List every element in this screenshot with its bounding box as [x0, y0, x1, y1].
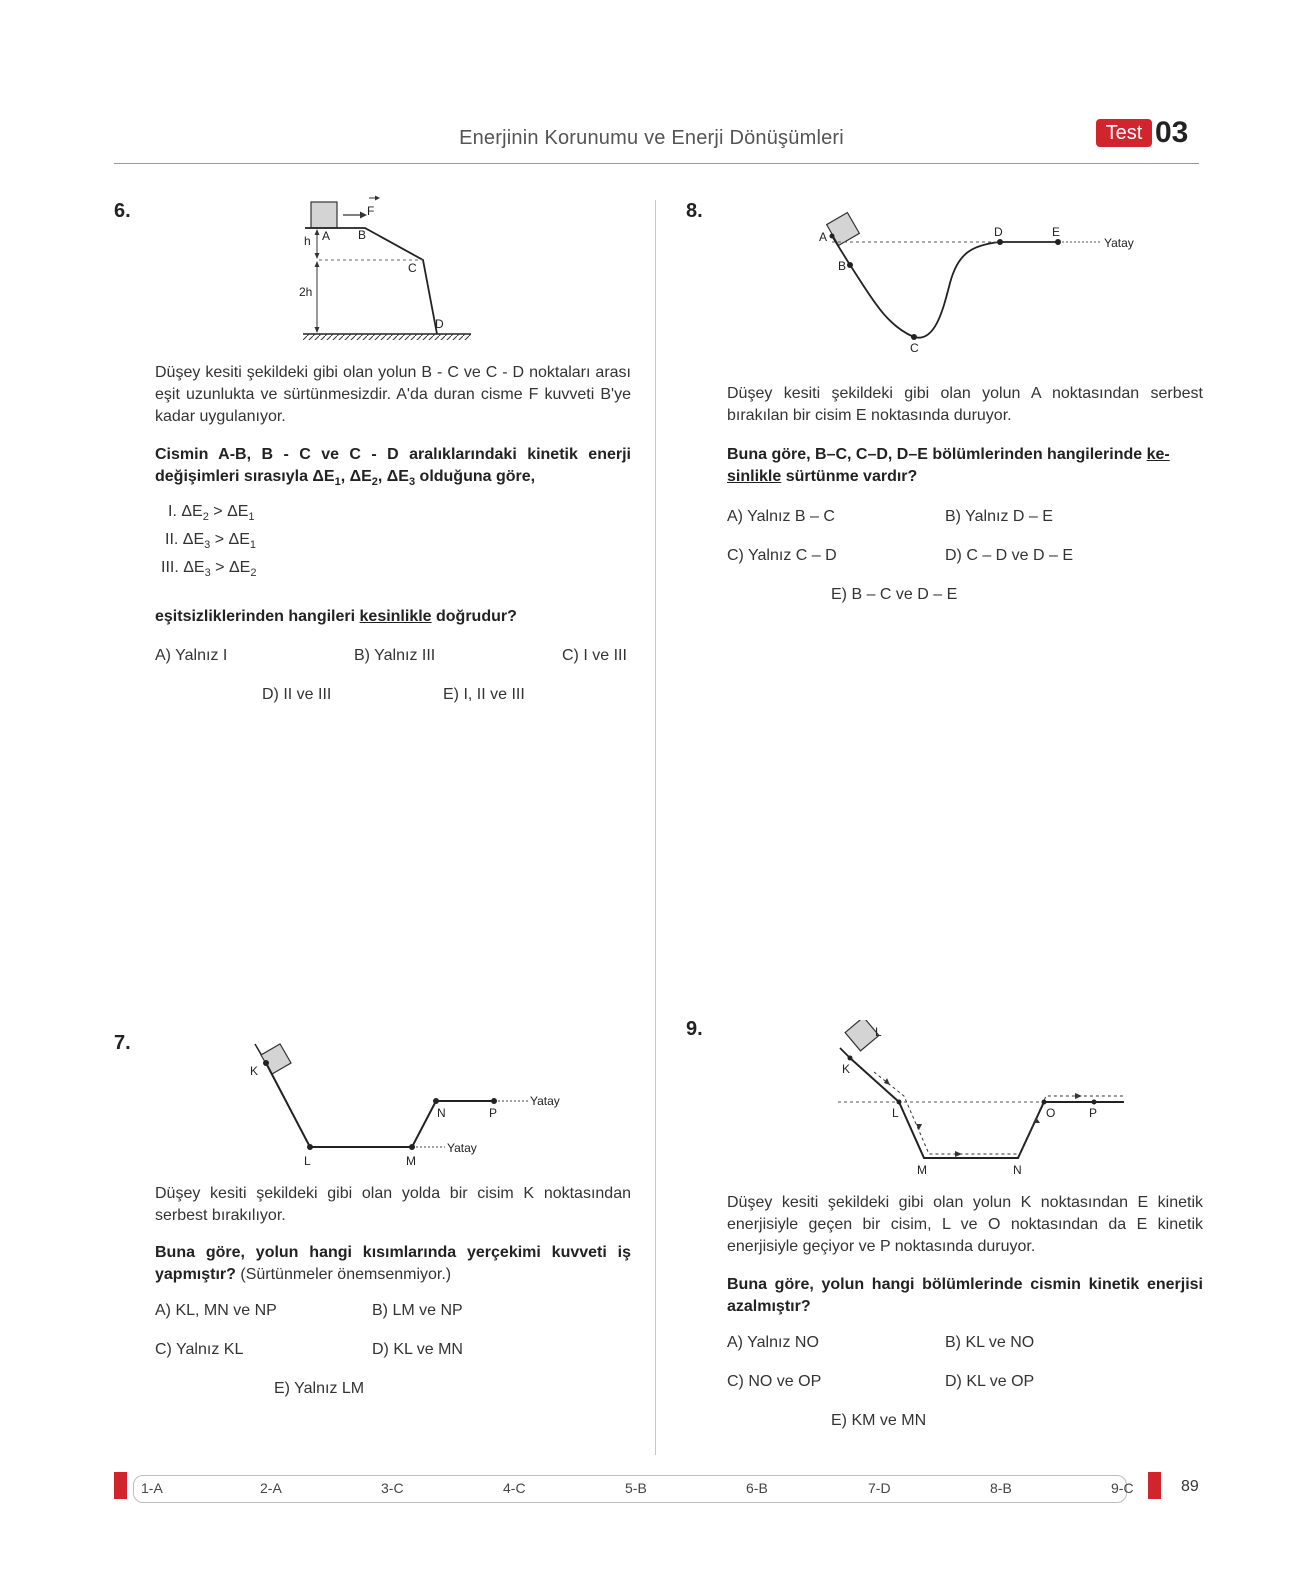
answer-key-item: 3-C: [381, 1480, 404, 1496]
block: [845, 1020, 879, 1051]
question-7-text: Düşey kesiti şekildeki gibi olan yolda bir cisim K noktasından serbest bırakılıyor.: [155, 1185, 631, 1224]
q7-option-d[interactable]: D) KL ve MN: [372, 1341, 463, 1358]
q6-option-e[interactable]: E) I, II ve III: [443, 686, 525, 703]
h-label: h: [304, 234, 311, 248]
question-6-tail: eşitsizliklerinden hangileri kesinlikle doğrudur?: [155, 608, 517, 625]
point-o-label: O: [1046, 1106, 1056, 1120]
test-badge: Test: [1096, 119, 1152, 147]
header-divider: [114, 163, 1199, 164]
track-klmnp: [266, 1063, 494, 1147]
answer-key-item: 6-B: [746, 1480, 768, 1496]
track-abcde: [832, 236, 1058, 338]
block: [827, 213, 860, 246]
answer-key-item: 5-B: [625, 1480, 647, 1496]
force-label: F: [367, 204, 375, 218]
q9-option-e[interactable]: E) KM ve MN: [831, 1412, 927, 1429]
question-8-figure: [800, 205, 1145, 360]
point-a-label: A: [322, 229, 331, 243]
q8-option-b[interactable]: B) Yalnız D – E: [945, 508, 1053, 525]
point-l-top-label: L: [875, 1025, 882, 1039]
answer-key-item: 7-D: [868, 1480, 891, 1496]
question-6-text: Düşey kesiti şekildeki gibi olan yolun B - C ve C - D noktaları arası eşit uzunlukta ve sürtünmesizdir. A'da duran cisme F kuvveti B'ye kadar uygulanıyor.: [155, 364, 631, 425]
question-7-figure: [240, 1030, 580, 1170]
q8-option-e[interactable]: E) B – C ve D – E: [831, 586, 958, 603]
statement-ii: II. $\Delta E_3 > \Delta E_1$: [165, 531, 256, 552]
point-k-label: K: [250, 1064, 259, 1078]
question-9-number: 9.: [686, 1018, 703, 1040]
q8-option-c[interactable]: C) Yalnız C – D: [727, 547, 837, 564]
question-9-text: Düşey kesiti şekildeki gibi olan yolun K noktasından E kinetik enerjisiyle geçen bir cisim, L ve O noktasından da E kinetik enerjisiyle geçiyor ve P noktasında duruyor.: [727, 1194, 1203, 1255]
answer-key-item: 2-A: [260, 1480, 282, 1496]
point-d-label: D: [435, 317, 444, 331]
q7-option-b[interactable]: B) LM ve NP: [372, 1302, 463, 1319]
answer-key-right-marker: [1148, 1472, 1161, 1499]
path-of-motion: [874, 1072, 1124, 1154]
answer-key-item: 1-A: [141, 1480, 163, 1496]
point-n-label: N: [1013, 1163, 1022, 1177]
statement-i: I. $\Delta E_2 > \Delta E_1$: [168, 503, 255, 524]
point-c-label: C: [910, 341, 919, 355]
q7-option-a[interactable]: A) KL, MN ve NP: [155, 1302, 277, 1319]
question-7-number: 7.: [114, 1032, 131, 1054]
question-8-number: 8.: [686, 200, 703, 222]
q6-option-a[interactable]: A) Yalnız I: [155, 647, 228, 664]
column-divider: [655, 200, 656, 1455]
question-7-prompt: Buna göre, yolun hangi kısımlarında yerçekimi kuvveti iş yapmıştır? (Sürtünmeler önemsenmiyor.): [155, 1244, 631, 1283]
question-8-prompt: Buna göre, B–C, C–D, D–E bölümlerinden hangilerinde ke- sinlikle sürtünme vardır?: [727, 446, 1170, 485]
point-p-label: P: [1089, 1106, 1098, 1120]
point-n-label: N: [437, 1106, 446, 1120]
question-6-prompt: Cismin A-B, B - C ve C - D aralıklarındaki kinetik enerji değişimleri sırasıyla $\Delta E_1$, $\Delta E_2$, $\Delta E_3$ olduğuna göre,: [155, 446, 631, 489]
question-6-figure: [295, 192, 485, 347]
track-abcd: [305, 228, 437, 334]
point-m-label: M: [406, 1154, 416, 1168]
q9-option-a[interactable]: A) Yalnız NO: [727, 1334, 819, 1351]
point-m-label: M: [917, 1163, 927, 1177]
point-k-label: K: [842, 1062, 851, 1076]
block: [311, 202, 337, 228]
point-l-label: L: [892, 1106, 899, 1120]
page-number: 89: [1181, 1478, 1199, 1495]
horizontal-label-bottom: Yatay: [447, 1141, 477, 1155]
answer-key-item: 4-C: [503, 1480, 526, 1496]
point-c-label: C: [408, 261, 417, 275]
test-number: 03: [1155, 116, 1189, 149]
q6-option-c[interactable]: C) I ve III: [562, 647, 627, 664]
point-d-label: D: [994, 225, 1003, 239]
statement-iii: III. $\Delta E_3 > \Delta E_2$: [161, 559, 257, 580]
point-b-label: B: [358, 228, 367, 242]
answer-key-item: 8-B: [990, 1480, 1012, 1496]
q6-option-d[interactable]: D) II ve III: [262, 686, 332, 703]
question-6-number: 6.: [114, 200, 131, 222]
2h-label: 2h: [299, 285, 313, 299]
q6-option-b[interactable]: B) Yalnız III: [354, 647, 436, 664]
q7-option-c[interactable]: C) Yalnız KL: [155, 1341, 244, 1358]
q9-option-d[interactable]: D) KL ve OP: [945, 1373, 1035, 1390]
q7-option-e[interactable]: E) Yalnız LM: [274, 1380, 365, 1397]
horizontal-label-top: Yatay: [530, 1094, 560, 1108]
q8-option-a[interactable]: A) Yalnız B – C: [727, 508, 835, 525]
point-b-label: B: [838, 259, 847, 273]
page-header-title: Enerjinin Korunumu ve Enerji Dönüşümleri: [459, 127, 844, 149]
horizontal-label: Yatay: [1104, 236, 1134, 250]
answer-key-item: 9-C: [1111, 1480, 1134, 1496]
q9-option-c[interactable]: C) NO ve OP: [727, 1373, 822, 1390]
point-l-label: L: [304, 1154, 311, 1168]
point-a-label: A: [819, 230, 828, 244]
block: [261, 1044, 291, 1074]
q8-option-d[interactable]: D) C – D ve D – E: [945, 547, 1074, 564]
point-p-label: P: [489, 1106, 498, 1120]
q9-option-b[interactable]: B) KL ve NO: [945, 1334, 1035, 1351]
question-8-text: Düşey kesiti şekildeki gibi olan yolun A noktasından serbest bırakılan bir cisim E noktasında duruyor.: [727, 385, 1203, 424]
point-e-label: E: [1052, 225, 1061, 239]
answer-key-left-marker: [114, 1472, 127, 1499]
question-9-prompt: Buna göre, yolun hangi bölümlerinde cismin kinetik enerjisi azalmıştır?: [727, 1276, 1203, 1315]
question-9-figure: [832, 1020, 1132, 1180]
